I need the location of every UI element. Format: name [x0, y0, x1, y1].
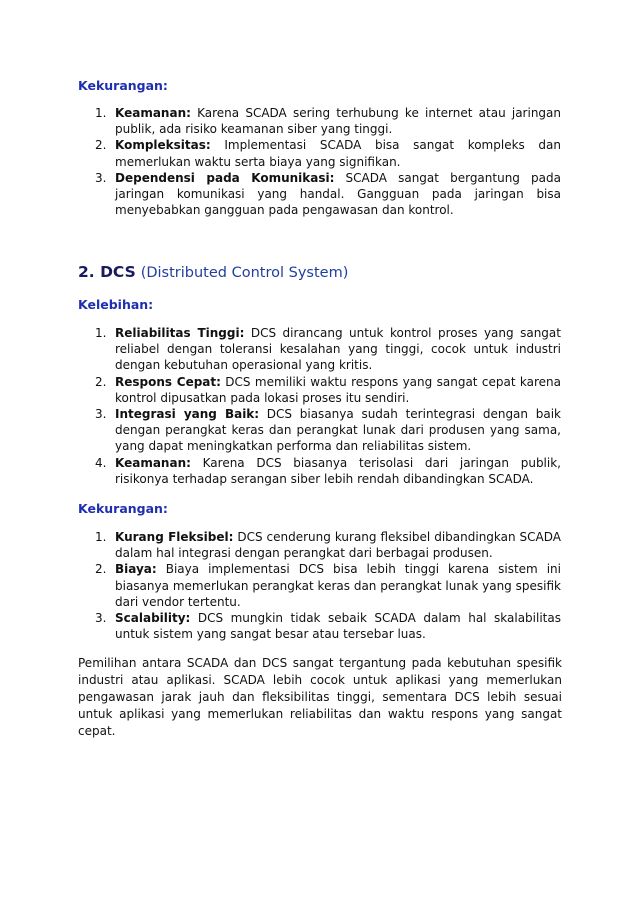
list-item: 1. Reliabilitas Tinggi: DCS dirancang untuk kontrol proses yang sangat reliabel dengan toleransi kesalahan yang tinggi, cocok untuk industri dengan kebutuhan operasional yang kritis.	[95, 326, 561, 373]
conclusion-paragraph: Pemilihan antara SCADA dan DCS sangat tergantung pada kebutuhan spesifik industri atau aplikasi. SCADA lebih cocok untuk aplikasi yang memerlukan pengawasan jarak jauh dan fleksibilitas tinggi, sementara DCS lebih sesuai untuk aplikasi yang memerlukan reliabilitas dan waktu respons yang sangat cepat.	[78, 656, 562, 738]
section-title-dcs: 2. DCS (Distributed Control System)	[78, 263, 349, 281]
section-heading-kelebihan: Kelebihan:	[78, 297, 154, 312]
list-item: 2. Biaya: Biaya implementasi DCS bisa lebih tinggi karena sistem ini biasanya memerlukan perangkat keras dan perangkat lunak yang spesifik dari vendor tertentu.	[95, 562, 561, 609]
list-item: 2. Kompleksitas: Implementasi SCADA bisa sangat kompleks dan memerlukan waktu serta biaya yang signifikan.	[95, 138, 561, 169]
section-heading-kekurangan-scada: Kekurangan:	[78, 78, 168, 93]
list-item: 3. Scalability: DCS mungkin tidak sebaik SCADA dalam hal skalabilitas untuk sistem yang sangat besar atau tersebar luas.	[95, 611, 561, 642]
section-heading-kekurangan-dcs: Kekurangan:	[78, 501, 168, 516]
list-item: 1. Kurang Fleksibel: DCS cenderung kurang fleksibel dibandingkan SCADA dalam hal integrasi dengan perangkat dari berbagai produsen.	[95, 530, 561, 561]
list-item: 4. Keamanan: Karena DCS biasanya terisolasi dari jaringan publik, risikonya terhadap serangan siber lebih rendah dibandingkan SCADA.	[95, 455, 561, 486]
kekurangan-scada-list	[95, 105, 561, 218]
list-item: 2. Respons Cepat: DCS memiliki waktu respons yang sangat cepat karena kontrol dipusatkan pada lokasi proses itu sendiri.	[95, 374, 561, 405]
kekurangan-dcs-list	[95, 529, 561, 642]
list-item: 3. Integrasi yang Baik: DCS biasanya sudah terintegrasi dengan baik dengan perangkat keras dan perangkat lunak dari produsen yang sama, yang dapat meningkatkan performa dan reliabilitas sistem.	[95, 407, 561, 454]
list-item: 3. Dependensi pada Komunikasi: SCADA sangat bergantung pada jaringan komunikasi yang handal. Gangguan pada jaringan bisa menyebabkan gangguan pada pengawasan dan kontrol.	[95, 170, 561, 218]
list-item: 1. Keamanan: Karena SCADA sering terhubung ke internet atau jaringan publik, ada risiko keamanan siber yang tinggi.	[95, 106, 561, 137]
kelebihan-list	[95, 325, 561, 487]
